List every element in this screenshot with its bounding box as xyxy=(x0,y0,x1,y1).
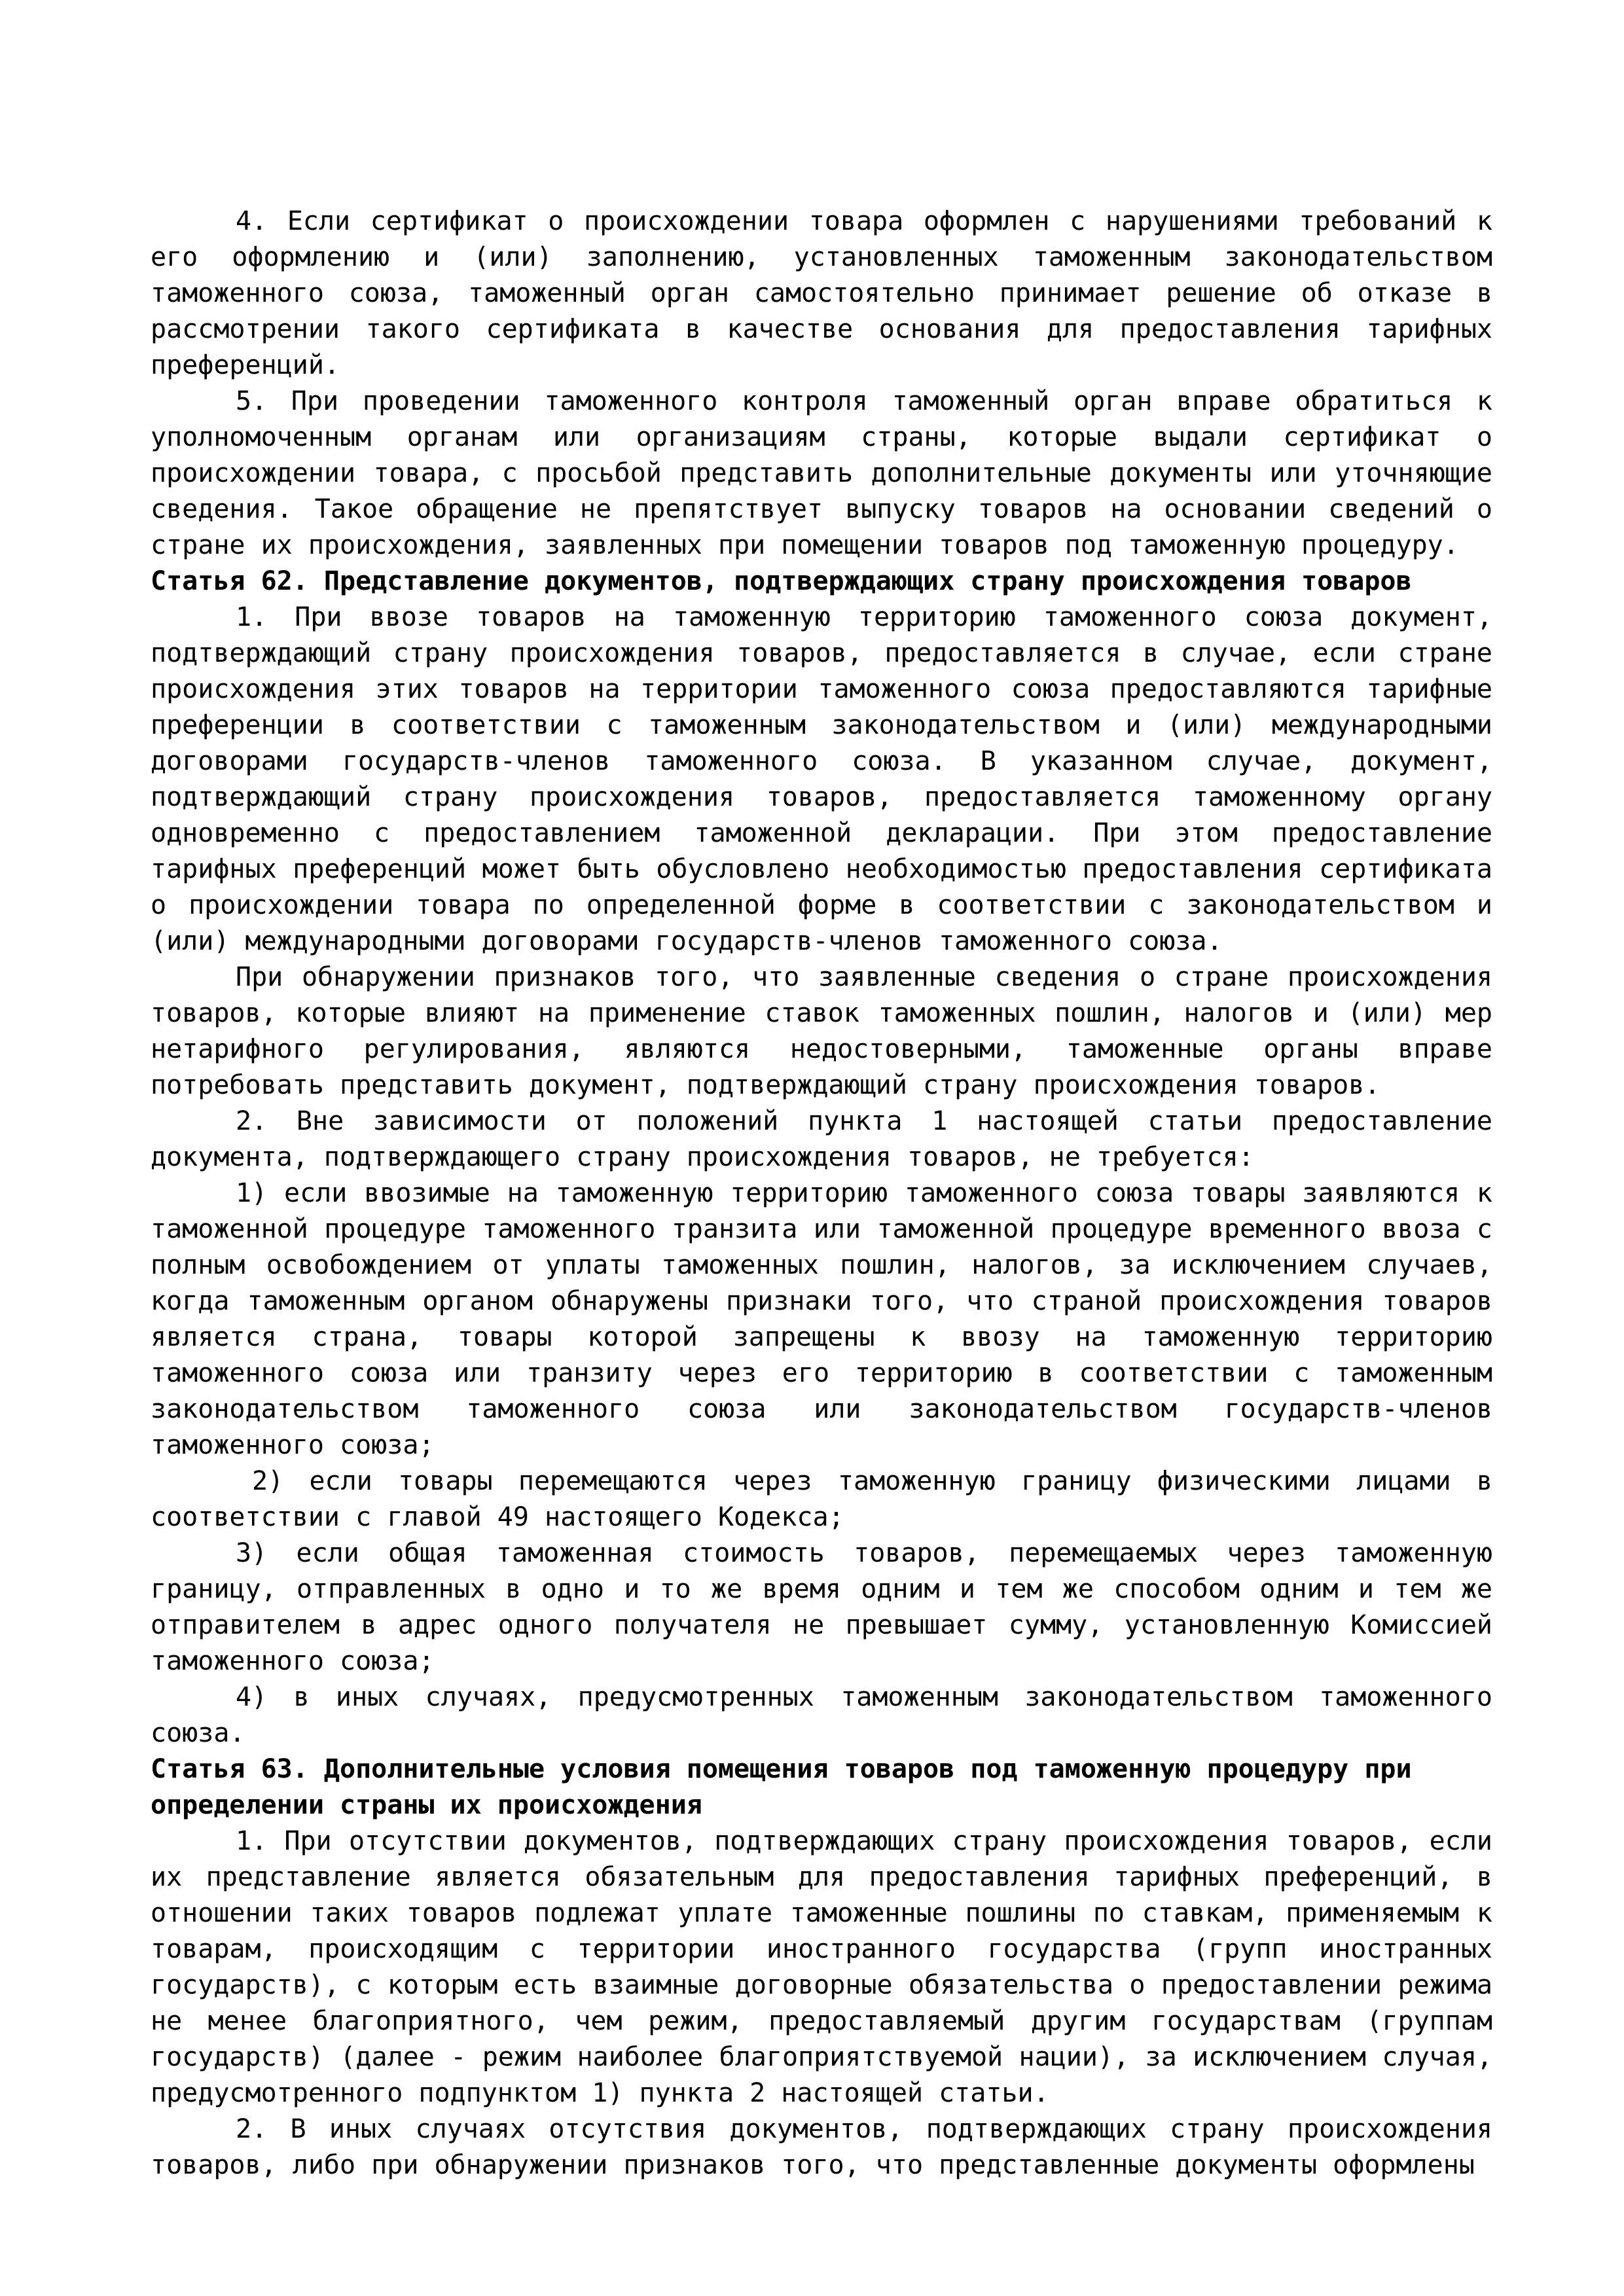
paragraph: 2. Вне зависимости от положений пункта 1 настоящей статьи предоставление документа, подтверждающего страну происхождения товаров, не требуется: xyxy=(151,1106,1492,1172)
paragraph: При обнаружении признаков того, что заявленные сведения о стране происхождения товаров, которые влияют на применение ставок таможенных пошлин, налогов и (или) мер нетарифного регулирования, являются недостоверными, таможенные органы вправе потребовать представить документ, подтверждающий страну происхождения товаров. xyxy=(151,962,1492,1100)
paragraph: 1) если ввозимые на таможенную территорию таможенного союза товары заявляются к таможенной процедуре таможенного транзита или таможенной процедуре временного ввоза с полным освобождением от уплаты таможенных пошлин, налогов, за исключением случаев, когда таможенным органом обнаружены признаки того, что страной происхождения товаров является страна, товары которой запрещены к ввозу на таможенную территорию таможенного союза или транзиту через его территорию в соответствии с таможенным законодательством таможенного союза или законодательством государств-членов таможенного союза; xyxy=(151,1178,1492,1460)
article-heading: Статья 62. Представление документов, подтверждающих страну происхождения товаров xyxy=(151,566,1412,596)
paragraph: 4. Если сертификат о происхождении товара оформлен с нарушениями требований к его оформлению и (или) заполнению, установленных таможенным законодательством таможенного союза, таможенный орган самостоятельно принимает решение об отказе в рассмотрении такого сертификата в качестве основания для предоставления тарифных преференций. xyxy=(151,206,1492,380)
paragraph: 1. При ввозе товаров на таможенную территорию таможенного союза документ, подтверждающий страну происхождения товаров, предоставляется в случае, если стране происхождения этих товаров на территории таможенного союза предоставляются тарифные преференции в соответствии с таможенным законодательством и (или) международными договорами государств-членов таможенного союза. В указанном случае, документ, подтверждающий страну происхождения товаров, предоставляется таможенному органу одновременно с предоставлением таможенной декларации. При этом предоставление тарифных преференций может быть обусловлено необходимостью предоставления сертификата о происхождении товара по определенной форме в соответствии с законодательством и (или) международными договорами государств-членов таможенного союза. xyxy=(151,602,1492,956)
article-heading: Статья 63. Дополнительные условия помещения товаров под таможенную процедуру при определении страны их происхождения xyxy=(151,1754,1412,1820)
paragraph: 3) если общая таможенная стоимость товаров, перемещаемых через таможенную границу, отправленных в одно и то же время одним и тем же способом одним и тем же отправителем в адрес одного получателя не превышает сумму, установленную Комиссией таможенного союза; xyxy=(151,1538,1492,1676)
paragraph: 1. При отсутствии документов, подтверждающих страну происхождения товаров, если их представление является обязательным для предоставления тарифных преференций, в отношении таких товаров подлежат уплате таможенные пошлины по ставкам, применяемым к товарам, происходящим с территории иностранного государства (групп иностранных государств), с которым есть взаимные договорные обязательства о предоставлении режима не менее благоприятного, чем режим, предоставляемый другим государствам (группам государств) (далее - режим наиболее благоприятствуемой нации), за исключением случая, предусмотренного подпунктом 1) пункта 2 настоящей статьи. xyxy=(151,1826,1492,2108)
document-text xyxy=(151,204,1492,2183)
paragraph: 5. При проведении таможенного контроля таможенный орган вправе обратиться к уполномоченным органам или организациям страны, которые выдали сертификат о происхождении товара, с просьбой представить дополнительные документы или уточняющие сведения. Такое обращение не препятствует выпуску товаров на основании сведений о стране их происхождения, заявленных при помещении товаров под таможенную процедуру. xyxy=(151,386,1492,560)
paragraph: 2. В иных случаях отсутствия документов, подтверждающих страну происхождения товаров, либо при обнаружении признаков того, что представленные документы оформлены xyxy=(151,2114,1492,2180)
paragraph: 4) в иных случаях, предусмотренных таможенным законодательством таможенного союза. xyxy=(151,1682,1492,1748)
paragraph: 2) если товары перемещаются через таможенную границу физическими лицами в соответствии с главой 49 настоящего Кодекса; xyxy=(151,1466,1492,1532)
